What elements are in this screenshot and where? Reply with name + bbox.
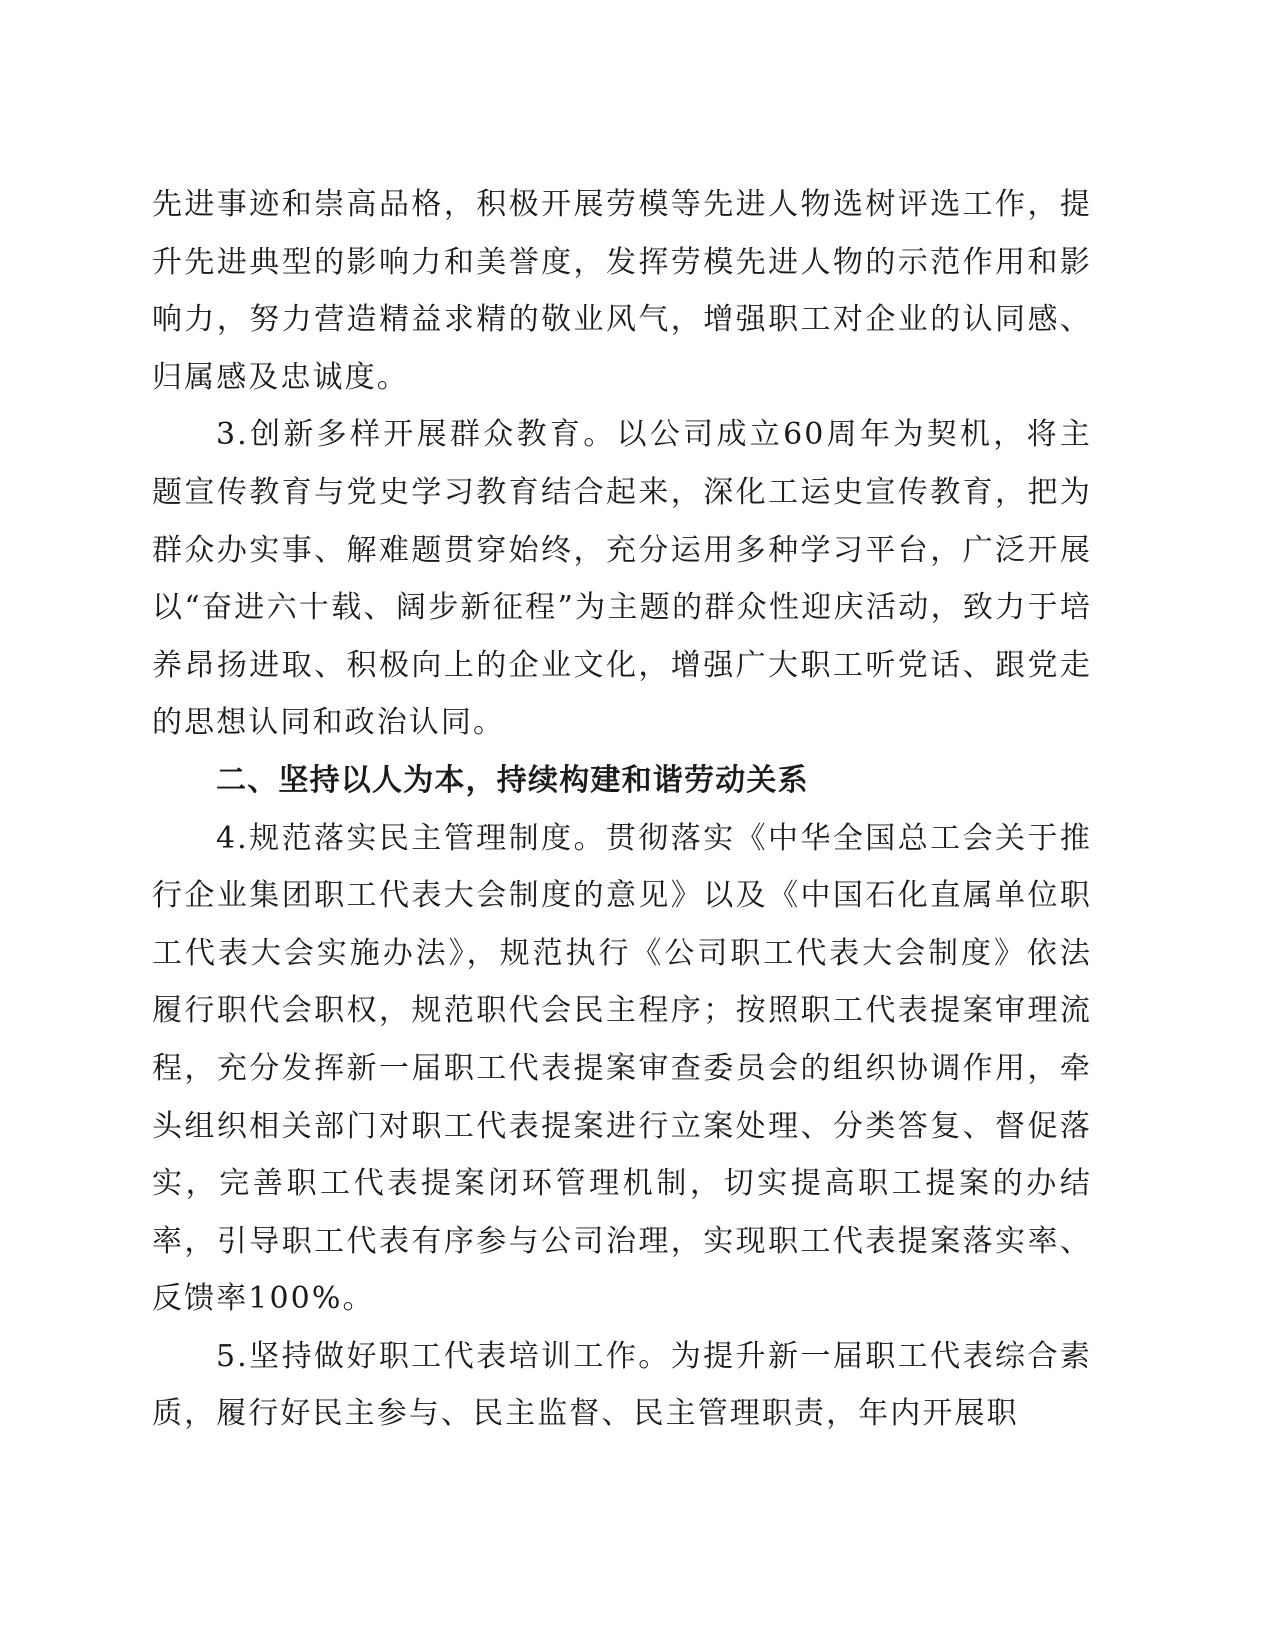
- paragraph-item-3: 3.创新多样开展群众教育。以公司成立60周年为契机，将主题宣传教育与党史学习教育结合起来，深化工运史宣传教育，把为群众办实事、解难题贯穿始终，充分运用多种学习平台，广泛开展以“奋进六十载、阔步新征程”为主题的群众性迎庆活动，致力于培养昂扬进取、积极向上的企业文化，增强广大职工听党话、跟党走的思想认同和政治认同。: [152, 417, 1092, 741]
- paragraph-item-5: 5.坚持做好职工代表培训工作。为提升新一届职工代表综合素质，履行好民主参与、民主监督、民主管理职责，年内开展职: [152, 1338, 1092, 1432]
- paragraph-continuation: 先进事迹和崇高品格，积极开展劳模等先进人物选树评选工作，提升先进典型的影响力和美誉度，发挥劳模先进人物的示范作用和影响力，努力营造精益求精的敬业风气，增强职工对企业的认同感、归属感及忠诚度。: [152, 187, 1092, 395]
- section-heading-2: 二、坚持以人为本，持续构建和谐劳动关系: [216, 762, 809, 798]
- paragraph-item-4: 4.规范落实民主管理制度。贯彻落实《中华全国总工会关于推行企业集团职工代表大会制度的意见》以及《中国石化直属单位职工代表大会实施办法》，规范执行《公司职工代表大会制度》依法履行职代会职权，规范职代会民主程序；按照职工代表提案审理流程，充分发挥新一届职工代表提案审查委员会的组织协调作用，牵头组织相关部门对职工代表提案进行立案处理、分类答复、督促落实，完善职工代表提案闭环管理机制，切实提高职工提案的办结率，引导职工代表有序参与公司治理，实现职工代表提案落实率、反馈率100%。: [152, 820, 1092, 1317]
- document-body: [152, 176, 1092, 1443]
